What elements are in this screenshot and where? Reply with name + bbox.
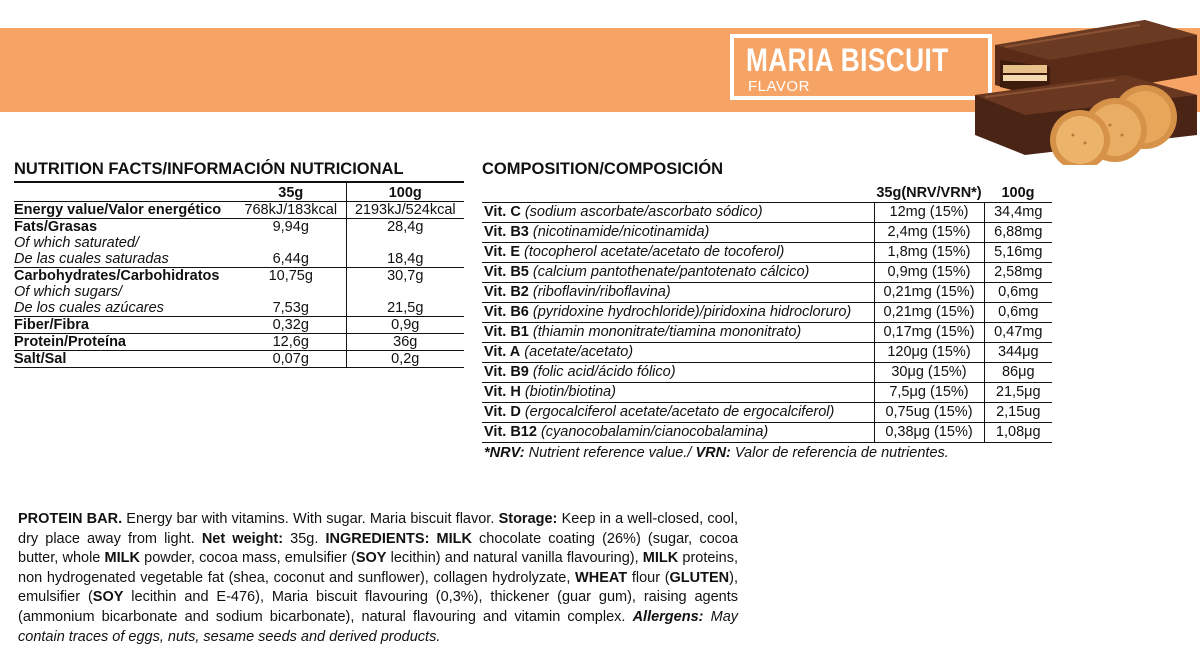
vitamin-cell — [482, 203, 874, 223]
vitamin-100g: 34,4mg — [984, 203, 1052, 223]
vitamin-source: (acetate/acetato) — [524, 344, 634, 360]
composition-row — [482, 303, 1052, 323]
vitamin-35g: 7,5μg (15%) — [874, 383, 984, 403]
vitamin-name: Vit. B9 — [484, 364, 529, 380]
footnote-nrv-text: Nutrient reference value./ — [524, 445, 696, 461]
composition-row — [482, 283, 1052, 303]
vitamin-source: (ergocalciferol acetate/acetato de ergocalciferol) — [524, 404, 835, 420]
vitamin-35g: 30μg (15%) — [874, 363, 984, 383]
desc-ingredients-1: chocolate coating (26%) (sugar, cocoa butter, whole — [18, 530, 739, 567]
footnote-vrn: VRN: — [695, 445, 731, 461]
vitamin-source: (tocopherol acetate/acetato de tocoferol) — [524, 244, 785, 260]
energy-100: 2193kJ/524kcal — [346, 202, 464, 219]
vitamin-35g: 0,9mg (15%) — [874, 263, 984, 283]
vitamin-source: (pyridoxine hydrochloride)/piridoxina hidrocloruro) — [532, 304, 852, 320]
desc-ingredients-3: lecithin) and natural vanilla flavouring), — [386, 550, 643, 567]
allergen-soy-2: SOY — [92, 589, 124, 606]
col-35g-nrv: 35g(NRV/VRN*) — [874, 185, 984, 203]
allergen-milk-3: MILK — [642, 550, 679, 567]
energy-35: 768kJ/183kcal — [244, 202, 338, 218]
vitamin-35g: 0,21mg (15%) — [874, 283, 984, 303]
vitamin-cell — [482, 283, 874, 303]
vitamin-name: Vit. A — [484, 344, 521, 360]
protein-label: Protein/Proteína — [14, 334, 126, 350]
allergen-gluten: GLUTEN — [669, 569, 730, 586]
product-description — [18, 510, 738, 647]
nutrition-header-row — [14, 183, 464, 202]
vitamin-name: Vit. B3 — [484, 224, 529, 240]
vitamin-name: Vit. B2 — [484, 284, 529, 300]
vitamin-35g: 1,8mg (15%) — [874, 243, 984, 263]
composition-row — [482, 223, 1052, 243]
vitamin-cell — [482, 363, 874, 383]
vitamin-35g: 0,75ug (15%) — [874, 403, 984, 423]
vitamin-source: (riboflavin/riboflavina) — [532, 284, 671, 300]
composition-row — [482, 383, 1052, 403]
vitamin-35g: 120μg (15%) — [874, 343, 984, 363]
desc-ingredients-label: INGREDIENTS: MILK — [325, 530, 472, 547]
nutrition-row-carbs — [14, 268, 464, 285]
desc-intro: Energy bar with vitamins. With sugar. Maria biscuit flavor. — [122, 511, 499, 527]
sugars-label-en: Of which sugars/ — [14, 284, 122, 300]
footnote-nrv: *NRV: — [484, 445, 525, 461]
desc-allergens: May contain traces of eggs, nuts, sesame seeds and derived products. — [18, 608, 739, 645]
composition-table — [482, 185, 1052, 443]
composition-row — [482, 423, 1052, 443]
desc-allergens-label: Allergens: — [632, 608, 704, 625]
saturated-100: 18,4g — [346, 235, 464, 268]
desc-weight-label: Net weight: — [201, 530, 284, 547]
vitamin-35g: 0,38μg (15%) — [874, 423, 984, 443]
protein-100: 36g — [346, 334, 464, 351]
flavor-sub: FLAVOR — [748, 78, 810, 95]
nutrition-row-salt — [14, 351, 464, 368]
allergen-milk-2: MILK — [104, 550, 140, 567]
vitamin-cell — [482, 223, 874, 243]
sugars-35: 7,53g — [272, 300, 309, 316]
salt-35: 0,07g — [272, 351, 309, 367]
composition-row — [482, 343, 1052, 363]
nutrition-table — [14, 183, 464, 368]
vitamin-100g: 0,47mg — [984, 323, 1052, 343]
col-100g: 100g — [346, 183, 464, 202]
vitamin-100g: 0,6mg — [984, 303, 1052, 323]
desc-product-type: PROTEIN BAR. — [18, 511, 123, 527]
fiber-100: 0,9g — [346, 317, 464, 334]
carbs-35: 10,75g — [268, 268, 313, 284]
fats-label: Fats/Grasas — [14, 219, 98, 235]
fiber-label: Fiber/Fibra — [14, 317, 89, 333]
protein-35: 12,6g — [272, 334, 309, 350]
vitamin-35g: 0,17mg (15%) — [874, 323, 984, 343]
col-35g: 35g — [278, 185, 304, 201]
salt-100: 0,2g — [346, 351, 464, 368]
col-100g: 100g — [984, 185, 1052, 203]
vitamin-100g: 344μg — [984, 343, 1052, 363]
vitamin-cell — [482, 303, 874, 323]
vitamin-100g: 21,5μg — [984, 383, 1052, 403]
vitamin-100g: 5,16mg — [984, 243, 1052, 263]
vitamin-35g: 0,21mg (15%) — [874, 303, 984, 323]
composition-row — [482, 243, 1052, 263]
vitamin-name: Vit. H — [484, 384, 521, 400]
nutrition-facts — [14, 160, 464, 368]
sugars-label — [14, 284, 236, 317]
vitamin-35g: 2,4mg (15%) — [874, 223, 984, 243]
composition-row — [482, 323, 1052, 343]
saturated-label-en: Of which saturated/ — [14, 235, 139, 251]
vitamin-source: (nicotinamide/nicotinamida) — [532, 224, 710, 240]
vitamin-name: Vit. B6 — [484, 304, 529, 320]
saturated-label-es: De las cuales saturadas — [14, 251, 169, 267]
flavor-box — [730, 34, 992, 100]
product-image — [965, 5, 1200, 165]
vitamin-cell — [482, 243, 874, 263]
vitamin-cell — [482, 343, 874, 363]
nutrition-title: NUTRITION FACTS/INFORMACIÓN NUTRICIONAL — [14, 160, 464, 183]
desc-storage: Keep in a well-closed, cool, dry place away from light. — [18, 511, 738, 547]
vitamin-cell — [482, 423, 874, 443]
composition-row — [482, 203, 1052, 223]
desc-ingredients-4: proteins, non hydrogenated vegetable fat (shea, coconut and sunflower), collagen hydrolyzate, — [18, 550, 738, 586]
desc-ingredients-6: ), emulsifier ( — [18, 569, 738, 606]
vitamin-cell — [482, 383, 874, 403]
sugars-label-es: De los cuales azúcares — [14, 300, 164, 316]
allergen-wheat: WHEAT — [575, 569, 628, 586]
fiber-35: 0,32g — [272, 317, 309, 333]
desc-weight: 35g. — [283, 530, 326, 547]
desc-ingredients-5: flour ( — [627, 569, 670, 586]
vitamin-100g: 2,58mg — [984, 263, 1052, 283]
vitamin-source: (sodium ascorbate/ascorbato sódico) — [524, 204, 763, 220]
nutrition-row-saturated — [14, 235, 464, 268]
saturated-label — [14, 235, 236, 268]
fats-35: 9,94g — [272, 219, 309, 235]
vitamin-name: Vit. B12 — [484, 424, 537, 440]
composition-row — [482, 263, 1052, 283]
carbs-label: Carbohydrates/Carbohidratos — [14, 268, 220, 284]
saturated-35: 6,44g — [272, 251, 309, 267]
desc-ingredients-2: powder, cocoa mass, emulsifier ( — [139, 550, 356, 567]
vitamin-name: Vit. B1 — [484, 324, 529, 340]
composition-row — [482, 363, 1052, 383]
nutrition-row-energy — [14, 202, 464, 219]
vitamin-cell — [482, 263, 874, 283]
vitamin-100g: 86μg — [984, 363, 1052, 383]
allergen-soy-1: SOY — [355, 550, 387, 567]
nutrition-row-protein — [14, 334, 464, 351]
vitamin-100g: 1,08μg — [984, 423, 1052, 443]
salt-label: Salt/Sal — [14, 351, 67, 367]
vitamin-cell — [482, 323, 874, 343]
flavor-name: MARIA BISCUIT — [746, 42, 949, 78]
vitamin-name: Vit. E — [484, 244, 520, 260]
vitamin-name: Vit. C — [484, 204, 521, 220]
sugars-100: 21,5g — [346, 284, 464, 317]
nutrition-row-sugars — [14, 284, 464, 317]
nutrition-row-fats — [14, 219, 464, 236]
composition-header-row — [482, 185, 1052, 203]
fats-100: 28,4g — [346, 219, 464, 236]
vitamin-100g: 2,15ug — [984, 403, 1052, 423]
carbs-100: 30,7g — [346, 268, 464, 285]
vitamin-100g: 0,6mg — [984, 283, 1052, 303]
vitamin-source: (cyanocobalamin/cianocobalamina) — [540, 424, 769, 440]
composition-row — [482, 403, 1052, 423]
vitamin-35g: 12mg (15%) — [874, 203, 984, 223]
vitamin-cell — [482, 403, 874, 423]
energy-label: Energy value/Valor energético — [14, 202, 222, 218]
nrv-footnote — [482, 445, 1052, 461]
vitamin-source: (folic acid/ácido fólico) — [532, 364, 676, 380]
vitamin-100g: 6,88mg — [984, 223, 1052, 243]
vitamin-name: Vit. B5 — [484, 264, 529, 280]
vitamin-source: (thiamin mononitrate/tiamina mononitrato) — [532, 324, 802, 340]
desc-ingredients-7: lecithin and E-476), Maria biscuit flavouring (0,3%), thickener (guar gum), raising agents (ammonium bicarbonate and sodium bicarbonate), natural flavouring and vitamin complex. — [18, 589, 739, 625]
vitamin-name: Vit. D — [484, 404, 521, 420]
composition-title: COMPOSITION/COMPOSICIÓN — [482, 160, 724, 178]
vitamin-source: (calcium pantothenate/pantotenato cálcico) — [532, 264, 810, 280]
nutrition-row-fiber — [14, 317, 464, 334]
vitamin-source: (biotin/biotina) — [524, 384, 616, 400]
composition — [482, 160, 1052, 461]
desc-storage-label: Storage: — [498, 511, 558, 527]
footnote-vrn-text: Valor de referencia de nutrientes. — [730, 445, 949, 461]
